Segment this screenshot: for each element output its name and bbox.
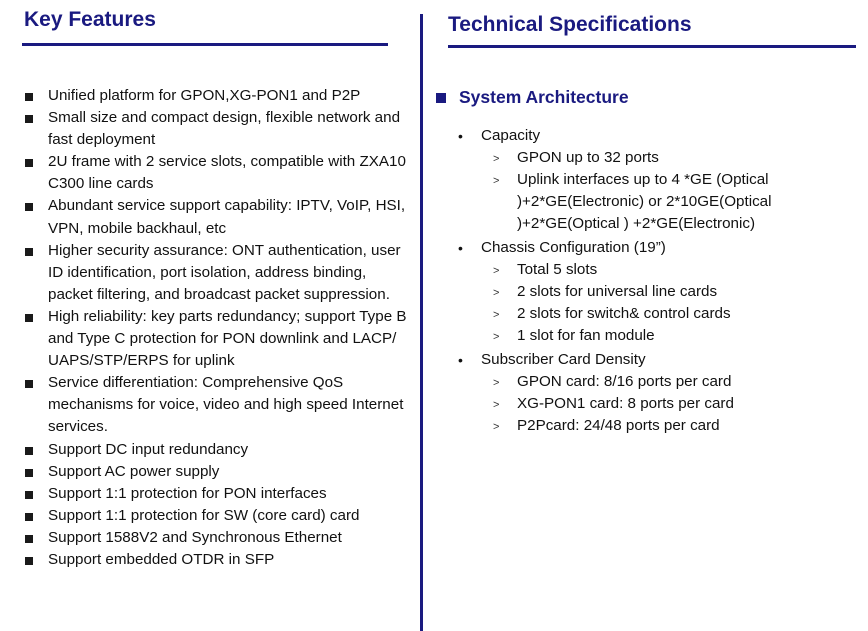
spec-sub-item [481, 147, 854, 169]
feature-text: Small size and compact design, flexible network and fast deployment [48, 109, 401, 149]
square-bullet-icon [25, 469, 33, 477]
feature-item [22, 306, 412, 372]
arrow-bullet-icon: > [493, 331, 500, 343]
feature-text: Support embedded OTDR in SFP [48, 550, 275, 568]
spec-sub-text: GPON card: 8/16 ports per card [517, 373, 732, 390]
feature-item [22, 195, 412, 239]
spec-sub-item [481, 303, 854, 325]
key-features-heading: Key Features [24, 8, 156, 31]
feature-text: Support AC power supply [48, 462, 220, 480]
square-bullet-icon [25, 159, 33, 167]
feature-item [22, 439, 412, 461]
system-architecture-section [434, 85, 854, 437]
feature-item [22, 151, 412, 195]
spec-groups [434, 125, 854, 437]
spec-sub-list [481, 371, 854, 437]
system-architecture-title [434, 85, 854, 109]
spec-sub-text: XG-PON1 card: 8 ports per card [517, 395, 734, 412]
spec-sub-text: Total 5 slots [517, 261, 598, 278]
feature-text: Abundant service support capability: IPTV, VoIP, HSI, VPN, mobile backhaul, etc [48, 197, 406, 237]
spec-group-capacity [434, 125, 854, 235]
spec-sub-text: 1 slot for fan module [517, 327, 655, 344]
technical-specifications-heading: Technical Specifications [448, 13, 692, 36]
dot-bullet-icon: • [458, 128, 463, 144]
square-bullet-icon [25, 93, 33, 101]
arrow-bullet-icon: > [493, 399, 500, 411]
key-features-underline [22, 43, 388, 46]
spec-sub-item [481, 281, 854, 303]
feature-item [22, 527, 412, 549]
technical-specifications-underline [448, 45, 856, 48]
feature-text: Support DC input redundancy [48, 440, 249, 458]
feature-text: Higher security assurance: ONT authentication, user ID identification, port isolation, address binding, packet filtering, and broadcast packet suppression. [48, 241, 401, 303]
feature-item [22, 240, 412, 306]
system-architecture-title-text: System Architecture [459, 87, 629, 107]
spec-group-chassis [434, 237, 854, 347]
square-bullet-icon [436, 93, 446, 103]
arrow-bullet-icon: > [493, 309, 500, 321]
square-bullet-icon [25, 115, 33, 123]
spec-sub-item [481, 259, 854, 281]
feature-item [22, 483, 412, 505]
square-bullet-icon [25, 380, 33, 388]
feature-text: Service differentiation: Comprehensive QoS mechanisms for voice, video and high speed Internet services. [48, 374, 404, 436]
feature-text: Support 1:1 protection for PON interfaces [48, 484, 327, 502]
column-divider [420, 14, 423, 631]
square-bullet-icon [25, 447, 33, 455]
spec-sub-item [481, 393, 854, 415]
arrow-bullet-icon: > [493, 287, 500, 299]
arrow-bullet-icon: > [493, 153, 500, 165]
spec-sub-list [481, 259, 854, 347]
spec-group-label: Capacity [481, 127, 541, 144]
spec-sub-list [481, 147, 854, 235]
arrow-bullet-icon: > [493, 175, 500, 187]
feature-text: Unified platform for GPON,XG-PON1 and P2P [48, 87, 361, 104]
spec-group-label: Chassis Configuration (19”) [481, 239, 666, 256]
feature-item [22, 107, 412, 151]
feature-item [22, 372, 412, 438]
spec-sub-item [481, 169, 854, 235]
dot-bullet-icon: • [458, 352, 463, 368]
arrow-bullet-icon: > [493, 265, 500, 277]
feature-text: 2U frame with 2 service slots, compatible with ZXA10 C300 line cards [48, 153, 406, 193]
feature-item [22, 549, 412, 571]
square-bullet-icon [25, 248, 33, 256]
square-bullet-icon [25, 513, 33, 521]
arrow-bullet-icon: > [493, 421, 500, 433]
feature-item [22, 85, 412, 107]
spec-sub-text: 2 slots for universal line cards [517, 283, 718, 300]
spec-sub-text: 2 slots for switch& control cards [517, 305, 731, 322]
feature-text: Support 1:1 protection for SW (core card) card [48, 506, 360, 524]
square-bullet-icon [25, 314, 33, 322]
spec-sub-text: P2Pcard: 24/48 ports per card [517, 417, 720, 434]
square-bullet-icon [25, 491, 33, 499]
feature-item [22, 505, 412, 527]
arrow-bullet-icon: > [493, 377, 500, 389]
spec-sub-item [481, 371, 854, 393]
feature-text: High reliability: key parts redundancy; support Type B and Type C protection for PON downlink and LACP/ UAPS/STP/ERPS for uplink [48, 307, 407, 370]
feature-item [22, 461, 412, 483]
dot-bullet-icon: • [458, 240, 463, 256]
spec-group-label: Subscriber Card Density [481, 351, 646, 368]
spec-sub-item [481, 415, 854, 437]
spec-sub-text: Uplink interfaces up to 4 *GE (Optical )+2*GE(Electronic) or 2*10GE(Optical )+2*GE(Optical ) +2*GE(Electronic) [517, 171, 772, 232]
square-bullet-icon [25, 535, 33, 543]
square-bullet-icon [25, 203, 33, 211]
key-features-list [22, 85, 412, 571]
spec-sub-text: GPON up to 32 ports [517, 149, 659, 166]
spec-group-card-density [434, 349, 854, 437]
spec-sub-item [481, 325, 854, 347]
square-bullet-icon [25, 557, 33, 565]
feature-text: Support 1588V2 and Synchronous Ethernet [48, 528, 342, 546]
